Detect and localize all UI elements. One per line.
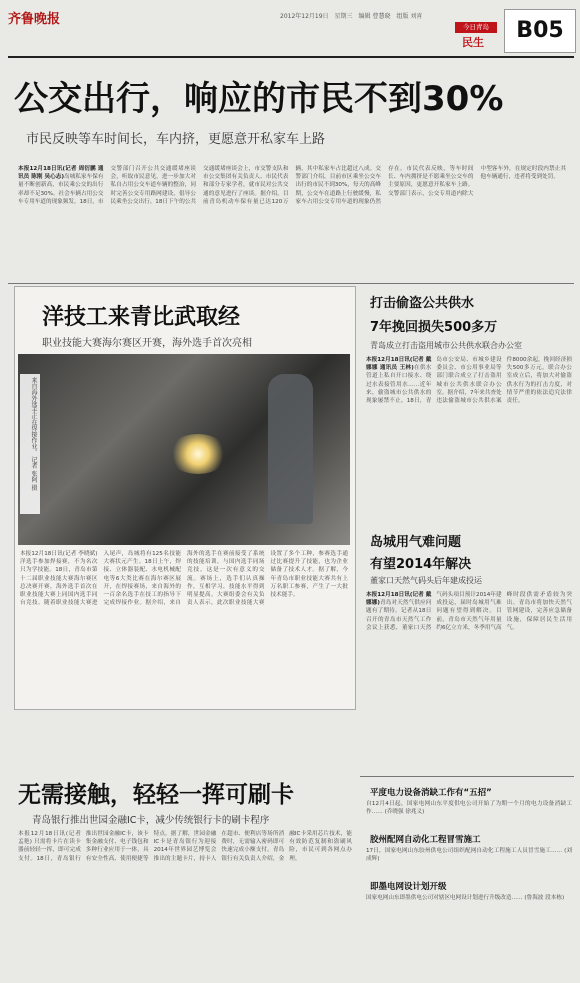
lead-headline: 公交出行，响应的市民不到30%: [14, 79, 504, 119]
spark-glow: [168, 434, 228, 474]
lead-subhead: 市民反映等车时间长，车内挤，更愿意开私家车上路: [26, 132, 326, 147]
right-top-headline-2: 7年挽回损失500多万: [370, 320, 498, 335]
newspaper-logo: 齐鲁晚报: [8, 12, 61, 27]
right-middle-body: [366, 591, 572, 771]
brief-text-2: 17日，国家电网山东胶州供电公司组织配网自动化工程施工人员冒雪施工……: [366, 848, 563, 854]
right-top-body: [366, 356, 572, 526]
feature-headline: 洋技工来青比武取经: [42, 305, 241, 330]
right-top-byline: 本报12月18日讯(记者 戴 娜娜 通讯员 王林): [366, 357, 432, 372]
lead-body: [18, 165, 566, 279]
brief-author-3: (鲁海波 段本栋): [524, 895, 565, 901]
today-tag: 今日青岛: [455, 22, 497, 33]
welding-photo: [18, 354, 350, 545]
brief-text-1: 自12月4日起，国家电网山东平度供电公司开始了为期一个月的电力设备消缺工作……: [366, 801, 572, 816]
feature-subhead: 职业技能大赛海尔赛区开赛，海外选手首次亮相: [42, 338, 252, 349]
right-middle-headline-1: 岛城用气难问题: [370, 535, 462, 550]
section-divider: [8, 283, 574, 284]
brief-body-2: [366, 847, 572, 875]
right-middle-headline-2: 有望2014年解决: [370, 557, 472, 572]
worker-figure: [268, 374, 313, 524]
date-line: 2012年12月19日 星期三 编辑 曹慧晓 组版 刘宵: [280, 13, 423, 20]
lead-dateline: 本报12月18日讯(记者 周衍鹏 通讯员 陈刚 吴心志): [18, 166, 104, 181]
brief-title-1: 平度电力设备消缺工作有“五招”: [370, 788, 492, 798]
brief-title-2: 胶州配网自动化工程冒雪施工: [370, 835, 481, 845]
photo-caption: 来自海外选手正在焊接作业。 记者 张阿 摄: [20, 374, 40, 514]
brief-body-3: [366, 894, 572, 978]
bottom-headline: 无需接触，轻轻一挥可刷卡: [18, 782, 294, 808]
bottom-body: 本报12月18日讯(记者 孟艳) 只需将卡片在读卡器前轻轻一挥，即可完成支付。18日，青岛银行推出世园金融IC卡，该卡集金融支付、电子钱包和多种行业应用于一体，具有安全性高、使用便捷等特点。据了解，世园金融IC卡是青岛银行为迎接2014年世界园艺博览会推出的主题卡片，持卡人在超市、便利店等场所消费时，无需输入密码即可快速完成小额支付。青岛银行有关负责人介绍，金融IC卡采用芯片技术，能有效防范复制和盗刷风险，市民可到各网点办理。: [18, 831, 352, 862]
right-middle-subhead: 董家口天然气码头后年建成投运: [370, 576, 482, 585]
header-rule: [8, 56, 574, 58]
page-number: B05: [504, 9, 576, 53]
brief-author-2: (刘成辉): [366, 848, 572, 863]
right-top-headline-1: 打击偷盗公共供水: [370, 296, 475, 311]
lead-body-text: 岛城私家车保有量不断创新高，市民乘公交的出行率却不足30%。社会车辆占用公交车专用车道的现象频发。18日，市交警部门召开公共交通缓堵座谈会，听取市民意见，进一步加大对私自占用公交车道车辆的整治，同时完善公交专用路网建设，倡导公民乘坐公交出行。18日下午的公共交通缓堵座谈会上，市交警支队和市公交集团有关负责人、市民代表和部分专家学者，就市民对公共交通的意见进行了座谈。据介绍，目前青岛机动车保有量已达120万辆，其中私家车占比超过八成。交警部门介绍，目前市区乘坐公交车出行的市民不到30%，每天的高峰期，公交车在道路上行驶缓慢，私家车占用公交专用车道的现象仍然存在。市民代表反映，等车时间长、车内拥挤是不愿乘坐公交车的主要原因，更愿意开私家车上路。交警部门表示，公交专用道内除大中型客车外，在规定时段内禁止其他车辆通行，违者将受到处罚。: [18, 166, 566, 205]
right-middle-body-text: 青岛对天然气供应问题有了期待。记者从18日召开的青岛市天然气工作会议上获悉，董家口天然气码头项目预计2014年建成投运，届时岛城用气难问题有望得到解决。目前，青岛市天然气年用量约6亿立方米，冬季用气高峰时段供需矛盾较为突出。青岛市将加快天然气管网建设，完善应急储备设施，保障居民生活用气。: [366, 592, 572, 631]
brief-title-3: 即墨电网设计划开级: [370, 882, 447, 892]
section-name: 民生: [462, 36, 484, 49]
brief-body-1: [366, 800, 572, 828]
feature-body: 本报12月18日讯(记者 李晓斌) 洋选手参加焊接赛，不为名次只为学技能。18日，青岛市第十二届职业技能大赛海尔赛区总决赛开赛，海外选手首次在职业技能大赛上同国内选手同台竞技。随着职业技能大赛进入尾声，岛城将有125名技能大赛状元产生。18日上午，焊接、立体器装配、水电机械配电等6大类比赛在海尔赛区展开，在焊接赛场，来自海外的一百余名选手在技工的指导下完成焊接作业。据介绍，来自海外的选手在赛前接受了系统的技能培训，与国内选手同场竞技，这是一次有意义的交流。赛场上，选手们认真操作，互相学习，技能水平得到明显提高。大赛组委会有关负责人表示，此次职业技能大赛设置了多个工种，参赛选手通过比赛提升了技能，也为企业储备了技术人才。据了解，今年青岛市职业技能大赛共有上万名职工参赛，产生了一大批技术能手。: [20, 551, 348, 607]
brief-text-3: 国家电网山东即墨供电公司对辖区电网设计划进行升级改造……: [366, 895, 523, 901]
right-middle-byline: 本报12月18日讯(记者 戴娜娜): [366, 592, 432, 607]
bottom-subhead: 青岛银行推出世园金融IC卡，减少传统银行卡的刷卡程序: [32, 815, 270, 826]
right-top-subhead: 青岛成立打击盗用城市公共供水联合办公室: [370, 341, 522, 350]
right-top-body-text: 在供水管道上私自开口接水、绕过水表接管用水……近年来，偷盗城市公共供水的现象屡禁不止。18日，青岛市公安局、市城乡建设委员会、市公用事业局等部门联合成立了打击盗用城市公共供水联合办公室。据介绍，7年来共查处违法偷盗城市公共供水案件8000余起，挽回经济损失500多万元。联合办公室成立后，将加大对偷盗供水行为的打击力度，对情节严重的依法追究法律责任。: [366, 357, 572, 405]
right-divider: [360, 776, 574, 777]
brief-author-1: (乔晓强 徐兆义): [384, 809, 425, 816]
